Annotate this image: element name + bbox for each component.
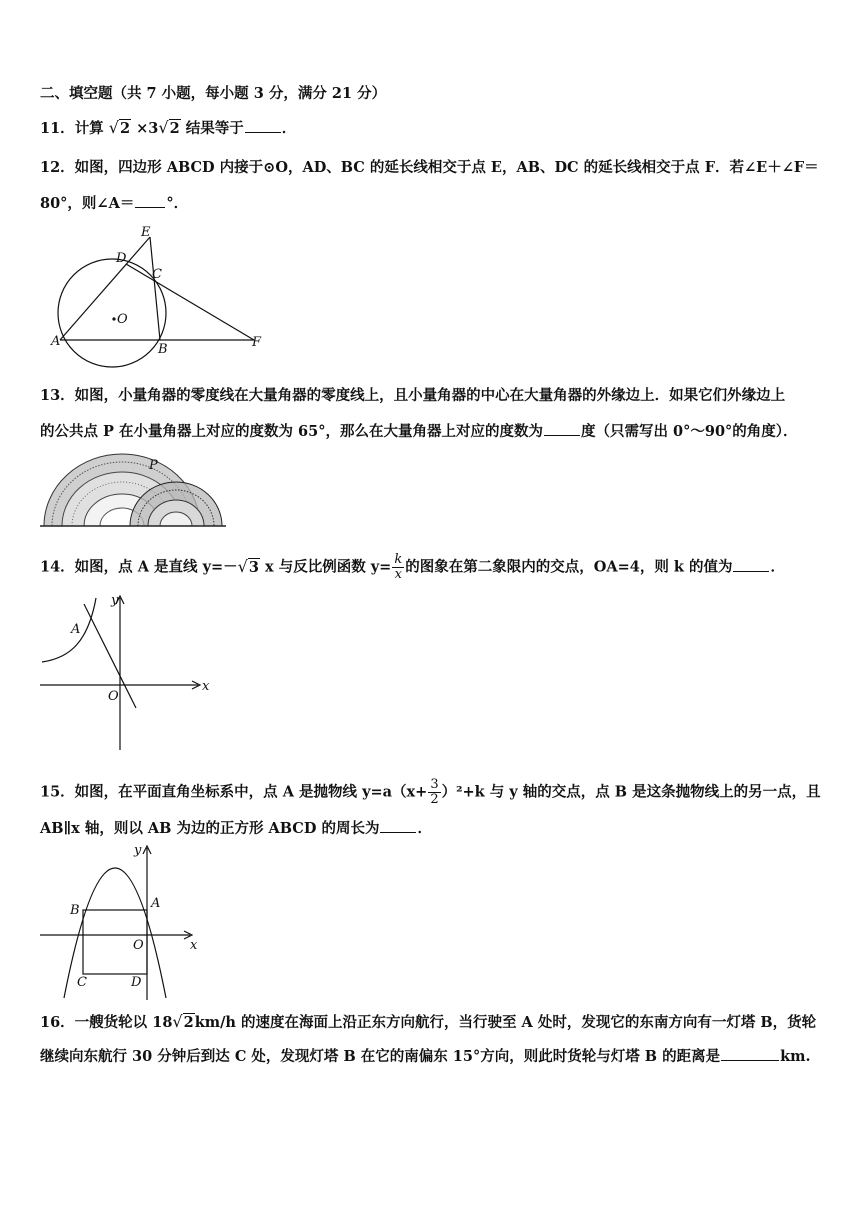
- q15-label-x: x: [190, 938, 198, 953]
- q12-center-dot: [112, 317, 115, 320]
- q11-radical-2: √2: [158, 118, 180, 137]
- q16-text-post: km/h 的速度在海面上沿正东方向航行，当行驶至 A 处时，发现它的东南方向有一灯塔 B，货轮: [194, 1014, 817, 1031]
- q15-text-pre: 15．如图，在平面直角坐标系中，点 A 是抛物线 y=a（x+: [40, 783, 428, 801]
- q13-line-1: 13．如图，小量角器的零度线在大量角器的零度线上，且小量角器的中心在大量角器的外缘边上．如果它们外缘边上: [40, 387, 786, 404]
- q16-radical: √2: [172, 1012, 194, 1031]
- q15-label-C: C: [77, 975, 87, 990]
- q11-radicand-1: 2: [119, 120, 131, 137]
- q12-label-O: O: [117, 312, 128, 327]
- q14-text-end: ．: [770, 558, 785, 576]
- q12-line-1: 12．如图，四边形 ABCD 内接于⊙O，AD、BC 的延长线相交于点 E，AB、DC 的延长线相交于点 F．若∠E＋∠F＝: [40, 159, 819, 176]
- q12-label-A: A: [51, 334, 61, 349]
- q14-fraction-denominator: x: [394, 567, 402, 582]
- q16-text-pre: 16．一艘货轮以 18: [40, 1014, 173, 1031]
- q16-radicand: 2: [183, 1014, 194, 1031]
- q16-answer-blank[interactable]: [721, 1046, 779, 1061]
- q14-radicand: 3: [248, 558, 259, 576]
- q15-fraction-numerator: 3: [430, 777, 439, 792]
- q14-fraction: [392, 553, 404, 582]
- q15-label-D: D: [131, 975, 142, 990]
- question-15-line-1: [40, 778, 821, 807]
- q11-text-post: 结果等于: [185, 120, 244, 137]
- q15-figure: [40, 838, 210, 1003]
- q12-label-B: B: [158, 342, 168, 357]
- q16-line-2-post: km.: [780, 1048, 811, 1065]
- question-11: [40, 118, 296, 139]
- q16-line-2-pre: 继续向东航行 30 分钟后到达 C 处，发现灯塔 B 在它的南偏东 15°方向，则此时货轮与灯塔 B 的距离是: [40, 1048, 721, 1065]
- q13-answer-blank[interactable]: [544, 421, 580, 436]
- q12-line-2: [40, 193, 188, 214]
- q14-text-mid: x 与反比例函数 y=: [259, 558, 392, 576]
- q14-fraction-numerator: k: [394, 552, 403, 567]
- q12-circle: [58, 259, 166, 367]
- q12-line-2-pre: 80°，则∠A＝: [40, 195, 135, 212]
- q12-line-DF: [126, 264, 254, 340]
- q11-text-mid: ×3: [136, 120, 159, 137]
- q14-answer-blank[interactable]: [733, 557, 769, 572]
- q11-number: 11．: [40, 120, 75, 137]
- q15-label-B: B: [70, 903, 80, 918]
- q14-label-y: y: [111, 593, 119, 608]
- q11-text-pre: 计算: [74, 120, 104, 137]
- q13-line-2: [40, 421, 798, 442]
- q15-label-A: A: [151, 896, 161, 911]
- q15-label-O: O: [133, 938, 144, 953]
- q14-radical: √3: [237, 556, 259, 576]
- q14-label-x: x: [202, 679, 210, 694]
- q15-line-2-post: ．: [417, 820, 432, 837]
- q12-answer-blank[interactable]: [135, 193, 165, 208]
- q15-line-2: [40, 818, 432, 839]
- q12-label-D: D: [116, 251, 127, 266]
- q12-label-C: C: [152, 267, 162, 282]
- q14-label-O: O: [108, 689, 119, 704]
- q12-line-BE: [150, 237, 160, 340]
- q15-label-y: y: [134, 843, 142, 858]
- q14-text-post: 的图象在第二象限内的交点，OA=4，则 k 的值为: [405, 558, 733, 576]
- q13-line-2-post: 度（只需写出 0°～90°的角度）．: [580, 423, 798, 440]
- section-heading: 二、填空题（共 7 小题，每小题 3 分，满分 21 分）: [40, 85, 387, 102]
- q13-label-P: P: [149, 458, 158, 473]
- q15-fraction: [428, 778, 440, 807]
- q14-text-pre: 14．如图，点 A 是直线 y=－: [40, 558, 238, 576]
- q12-figure: [40, 222, 280, 357]
- q15-answer-blank[interactable]: [380, 818, 416, 833]
- q12-line-AE: [60, 237, 150, 340]
- q13-line-2-pre: 的公共点 P 在小量角器上对应的度数为 65°，那么在大量角器上对应的度数为: [40, 423, 543, 440]
- q14-label-A: A: [71, 622, 81, 637]
- q12-line-2-post: °．: [166, 195, 189, 212]
- question-14: [40, 553, 785, 582]
- q11-answer-blank[interactable]: [245, 118, 281, 133]
- q15-text-post: ）²+k 与 y 轴的交点，点 B 是这条抛物线上的另一点，且: [441, 783, 821, 801]
- q11-radicand-2: 2: [169, 120, 180, 137]
- q12-label-E: E: [141, 225, 151, 240]
- q16-line-2: [40, 1046, 811, 1067]
- q14-figure: [40, 590, 220, 755]
- q15-fraction-denominator: 2: [430, 792, 439, 807]
- q11-text-end: ．: [281, 120, 297, 137]
- q15-line-2-pre: AB∥x 轴，则以 AB 为边的正方形 ABCD 的周长为: [40, 820, 380, 837]
- q12-label-F: F: [252, 335, 262, 350]
- q14-hyperbola: [42, 598, 96, 662]
- question-16-line-1: [40, 1012, 816, 1033]
- q11-radical-1: √2: [108, 118, 131, 137]
- q13-protractor-figure: [40, 452, 226, 528]
